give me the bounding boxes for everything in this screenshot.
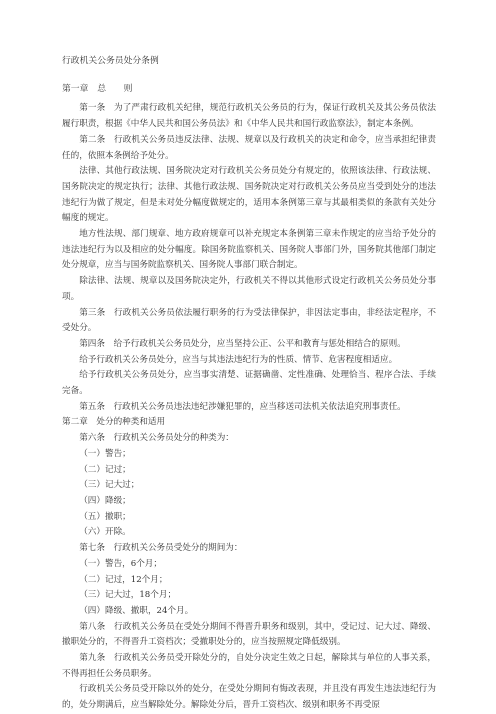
list-item: （二）记过；: [79, 464, 131, 475]
article-4-paragraph: 给予行政机关公务员处分，应当与其违法违纪行为的性质、情节、危害程度相适应。: [79, 354, 398, 365]
article-2-paragraph: 法律、其他行政法规、国务院决定对行政机关公务员处分有规定的，依照该法律、行政法规、国务院决定的规定执行；法律、其他行政法规、国务院决定对行政机关公务员应当受到处分的违法违纪行为做了规定，但是未对处分幅度做规定的，适用本条例第三章与其最相类似的条款有关处分幅度的规定。: [62, 166, 436, 224]
article-8: 第八条 行政机关公务员在受处分期间不得晋升职务和级别，其中，受记过、记大过、降级、撤职处分的，不得晋升工资档次；受撤职处分的，应当按照规定降低级别。: [62, 621, 436, 648]
list-item: （一）警告，6个月；: [79, 558, 162, 569]
list-item: （三）记大过；: [79, 480, 140, 491]
list-item: （一）警告；: [79, 448, 131, 459]
article-2: 第二条 行政机关公务员违反法律、法规、规章以及行政机关的决定和命令，应当承担纪律责任的，依照本条例给予处分。: [62, 134, 436, 161]
chapter-heading: 第二章 处分的种类和适用: [62, 417, 166, 428]
document-title: 行政机关公务员处分条例: [62, 56, 159, 66]
article-9-paragraph: 行政机关公务员受开除以外的处分，在受处分期间有悔改表现，并且没有再发生违法违纪行为的，处分期满后，应当解除处分。解除处分后，晋升工资档次、级别和职务不再受原: [62, 684, 436, 711]
list-item: （五）撤职；: [79, 511, 131, 522]
list-item: （四）降级；: [79, 495, 131, 506]
article-3: 第三条 行政机关公务员依法履行职务的行为受法律保护，非因法定事由，非经法定程序，不受处分。: [62, 307, 436, 334]
article-6: 第六条 行政机关公务员处分的种类为：: [79, 433, 234, 444]
article-5: 第五条 行政机关公务员违法违纪涉嫌犯罪的，应当移送司法机关依法追究刑事责任。: [79, 401, 406, 412]
article-7: 第七条 行政机关公务员受处分的期间为：: [79, 543, 243, 554]
article-2-paragraph: 地方性法规、部门规章、地方政府规章可以补充规定本条例第三章未作规定的应当给予处分的违法违纪行为以及相应的处分幅度。除国务院监察机关、国务院人事部门外，国务院其他部门制定处分规章，应当与国务院监察机关、国务院人事部门联合制定。: [62, 229, 436, 271]
list-item: （三）记大过，18个月；: [79, 590, 177, 601]
article-2-paragraph: 除法律、法规、规章以及国务院决定外，行政机关不得以其他形式设定行政机关公务员处分事项。: [62, 276, 436, 302]
list-item: （二）记过，12个月；: [79, 574, 168, 585]
article-1: 第一条 为了严肃行政机关纪律，规范行政机关公务员的行为，保证行政机关及其公务员依法履行职责，根据《中华人民共和国公务员法》和《中华人民共和国行政监察法》，制定本条例。: [62, 103, 436, 130]
article-4: 第四条 给予行政机关公务员处分，应当坚持公正、公平和教育与惩处相结合的原则。: [79, 338, 406, 349]
chapter-heading: 第一章 总 则: [62, 83, 133, 94]
article-9: 第九条 行政机关公务员受开除处分的，自处分决定生效之日起，解除其与单位的人事关系，不得再担任公务员职务。: [62, 653, 436, 679]
document-body: [62, 54, 436, 714]
list-item: （四）降级、撤职，24个月。: [79, 605, 194, 616]
list-item: （六）开除。: [79, 527, 131, 538]
article-4-paragraph: 给予行政机关公务员处分，应当事实清楚、证据确凿、定性准确、处理恰当、程序合法、手续完备。: [62, 370, 436, 397]
